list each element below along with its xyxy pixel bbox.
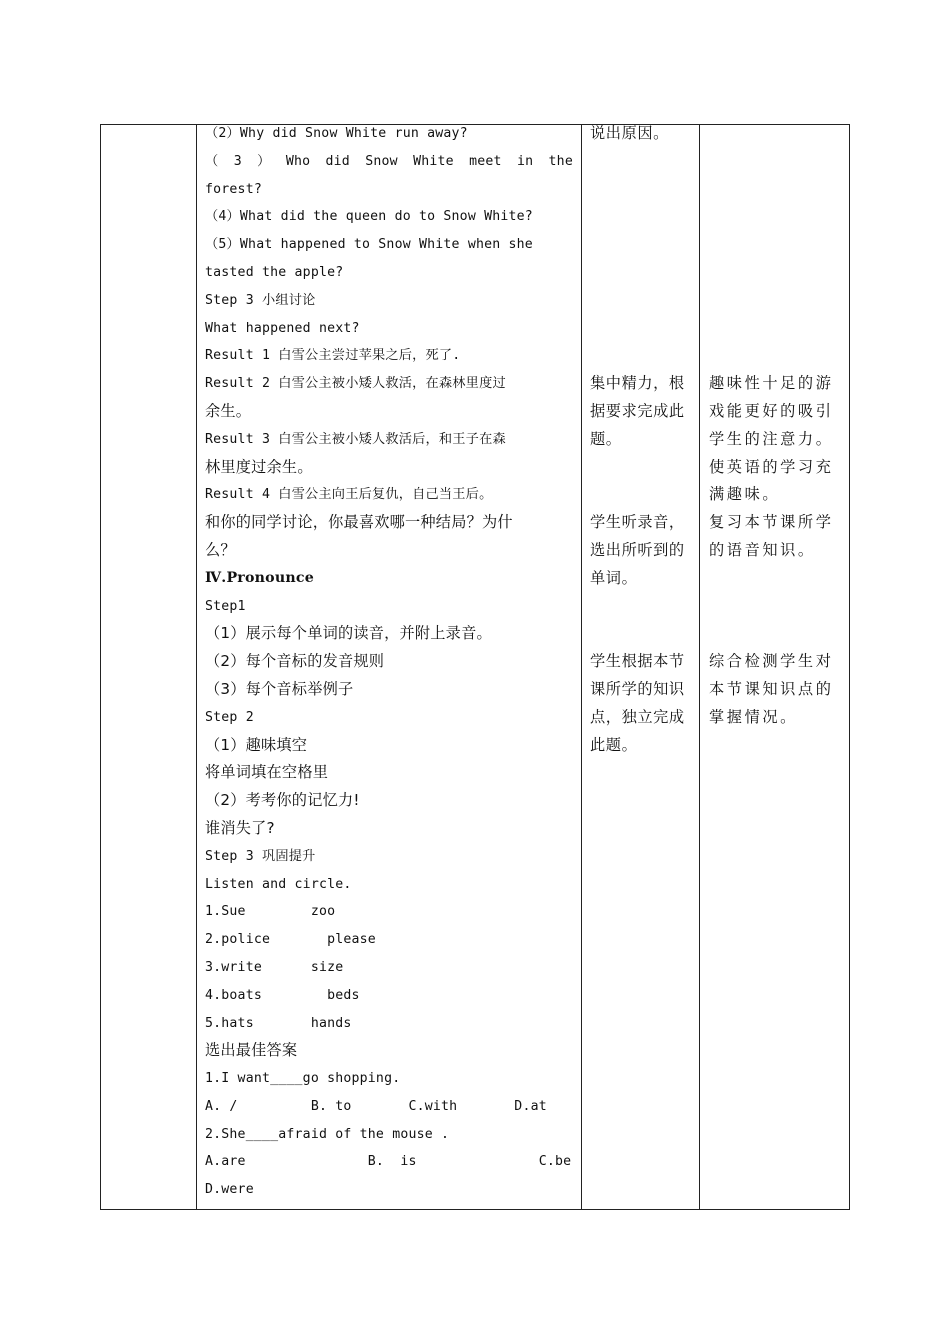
text-line: 综合检测学生对 (709, 652, 834, 671)
text-line: 将单词填在空格里 (205, 763, 329, 782)
column-divider (196, 125, 197, 1209)
text-line: Listen and circle. (205, 876, 352, 892)
text-line: （2）Why did Snow White run away? (205, 126, 468, 141)
text-line: 题。 (590, 429, 622, 448)
text-line: 1.I want____go shopping. (205, 1071, 401, 1087)
text-line: Step 3 小组讨论 (205, 292, 316, 308)
text-line: 和你的同学讨论，你最喜欢哪一种结局？为什 (205, 513, 513, 532)
text-line: 本节课知识点的 (709, 679, 834, 698)
text-line: Result 4 白雪公主向王后复仇，自己当王后。 (205, 487, 493, 503)
text-line: 5.hats hands (205, 1015, 352, 1031)
text-line: 此题。 (590, 735, 638, 754)
text-line: A.are B. is C.be (205, 1154, 572, 1170)
text-line: 集中精力，根 (590, 374, 685, 393)
text-line: 使英语的学习充 (709, 457, 834, 476)
student-activity-column (590, 120, 695, 1200)
text-line: （2）每个音标的发音规则 (205, 652, 385, 671)
text-line: （2）考考你的记忆力! (205, 791, 360, 810)
text-line: 2.police please (205, 932, 376, 948)
text-line: 单词。 (590, 568, 638, 587)
text-line: 谁消失了? (205, 818, 275, 837)
text-line: A. / B. to C.with D.at (205, 1098, 547, 1114)
text-line: 学生听录音， (590, 513, 685, 532)
text-line: 趣味性十足的游 (709, 374, 834, 393)
column-divider (581, 125, 582, 1209)
text-line: 满趣味。 (709, 485, 781, 504)
text-line: 选出最佳答案 (205, 1041, 298, 1060)
text-line: 林里度过余生。 (205, 457, 313, 476)
teaching-process-column (205, 120, 573, 1204)
text-line: forest? (205, 181, 262, 197)
text-line: D.were (205, 1182, 254, 1198)
design-intent-column (709, 120, 845, 1200)
text-line: （1）趣味填空 (205, 735, 308, 754)
text-line: What happened next? (205, 320, 360, 336)
text-line: 复习本节课所学 (709, 513, 834, 532)
cell-text-block (590, 648, 695, 759)
text-line: （5）What happened to Snow White when she (205, 237, 533, 253)
text-line: Result 2 白雪公主被小矮人救活，在森林里度过 (205, 376, 506, 392)
text-line: （3）每个音标举例子 (205, 679, 354, 698)
text-line: 说出原因。 (590, 124, 669, 142)
cell-text-block (590, 370, 695, 453)
text-line: Ⅳ.Pronounce (205, 569, 314, 586)
text-line: （4）What did the queen do to Snow White? (205, 209, 533, 225)
text-line: 课所学的知识 (590, 679, 685, 698)
cell-text-block (709, 648, 845, 731)
text-line: 学生的注意力。 (709, 429, 834, 448)
text-line: 么？ (205, 540, 236, 559)
lesson-plan-table (100, 124, 850, 1210)
text-line: 据要求完成此 (590, 401, 685, 420)
cell-text-block (709, 370, 845, 565)
text-line: 戏能更好的吸引 (709, 401, 834, 420)
text-line: Result 1 白雪公主尝过苹果之后，死了. (205, 348, 461, 364)
text-line: 点，独立完成 (590, 707, 685, 726)
text-line: Step 3 巩固提升 (205, 848, 316, 864)
cell-text-block (590, 120, 695, 148)
text-line: 2.She____afraid of the mouse . (205, 1126, 450, 1142)
text-line: tasted the apple? (205, 264, 344, 280)
text-line: 掌握情况。 (709, 707, 798, 726)
text-line: 3.write size (205, 959, 344, 975)
text-line: 余生。 (205, 401, 252, 420)
text-line: Step1 (205, 598, 246, 614)
text-line: 的语音知识。 (709, 540, 816, 559)
cell-text-block (590, 509, 695, 592)
text-line: （ 3 ） Who did Snow White meet in the (205, 153, 573, 169)
text-line: 选出所听到的 (590, 540, 685, 559)
text-line: 1.Sue zoo (205, 904, 336, 920)
text-line: 4.boats beds (205, 987, 360, 1003)
text-line: （1）展示每个单词的读音，并附上录音。 (205, 624, 492, 643)
column-divider (699, 125, 700, 1209)
text-line: 学生根据本节 (590, 652, 685, 671)
text-line: Result 3 白雪公主被小矮人救活后，和王子在森 (205, 431, 506, 447)
text-line: Step 2 (205, 709, 254, 725)
